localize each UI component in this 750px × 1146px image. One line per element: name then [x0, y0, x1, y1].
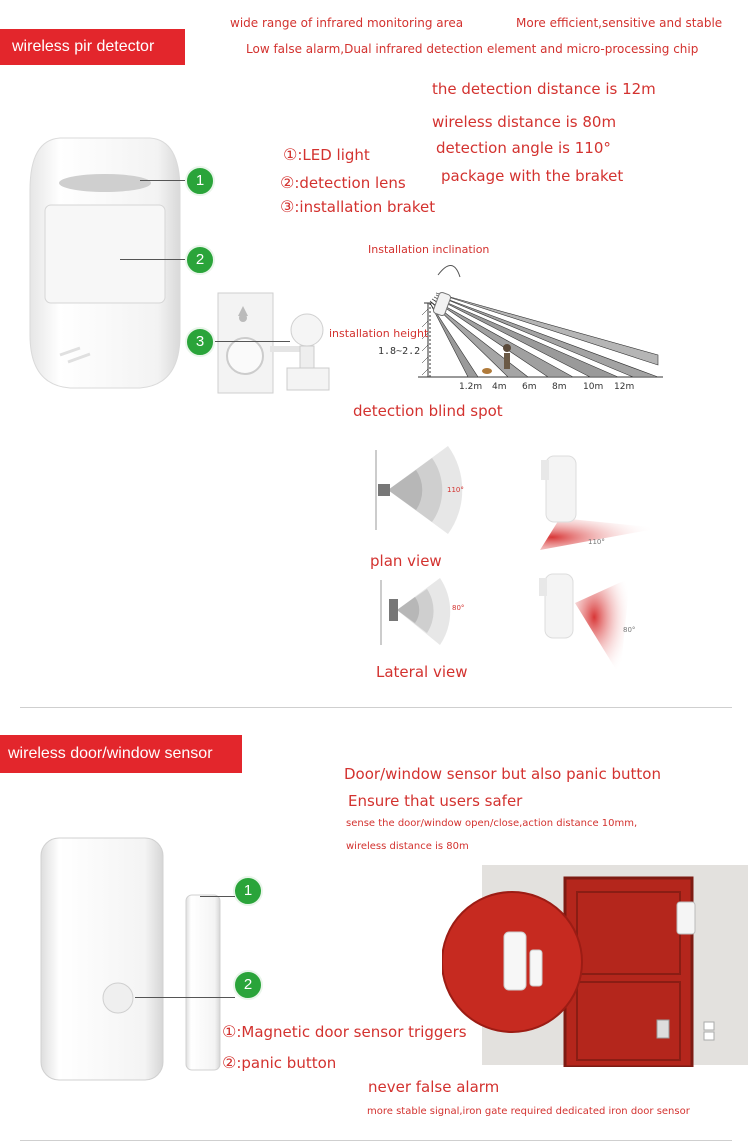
- door-part-magnetic-label: :Magnetic door sensor triggers: [236, 1023, 467, 1041]
- diagram-distance-6: 12m: [614, 382, 635, 392]
- door-callout-2: 2: [233, 970, 263, 1000]
- spec-detection-angle: detection angle is 110°: [436, 139, 611, 157]
- door-detail-wireless: wireless distance is 80m: [346, 841, 469, 852]
- part-detection-lens: [280, 173, 406, 192]
- part-installation-bracket: [280, 197, 435, 216]
- door-installation-photo: [442, 862, 750, 1067]
- lateral-view-photo: [535, 568, 655, 678]
- lateral-view-fan: [375, 575, 475, 650]
- section-separator-1: [20, 707, 732, 708]
- installation-diagram: [408, 255, 668, 385]
- plan-view-angle: 110°: [447, 486, 464, 494]
- feature-low-false-alarm: Low false alarm,Dual infrared detection element and micro-processing chip: [246, 42, 699, 56]
- part-led-light: [283, 145, 370, 164]
- door-sensor-image: [38, 835, 228, 1085]
- spec-wireless-distance: wireless distance is 80m: [432, 113, 617, 131]
- diagram-distance-4: 8m: [552, 382, 567, 392]
- lateral-view-label: Lateral view: [376, 663, 468, 681]
- callout-2: 2: [185, 245, 215, 275]
- never-false-alarm: never false alarm: [368, 1078, 500, 1096]
- callout-line-3: [215, 341, 290, 342]
- door-detail-sense: sense the door/window open/close,action distance 10mm,: [346, 818, 638, 829]
- callout-1: 1: [185, 166, 215, 196]
- diagram-distance-2: 4m: [492, 382, 507, 392]
- diagram-height-value: 1.8~2.2: [378, 346, 421, 357]
- door-part-panic-label: :panic button: [236, 1054, 337, 1072]
- door-headline-panic: Door/window sensor but also panic button: [344, 765, 661, 783]
- part-led-label: :LED light: [297, 146, 370, 164]
- spec-package: package with the braket: [441, 167, 624, 185]
- diagram-distance-1: 1.2m: [459, 382, 483, 392]
- spec-detection-distance: the detection distance is 12m: [432, 80, 656, 98]
- door-headline-safer: Ensure that users safer: [348, 792, 523, 810]
- part-bracket-num: ③: [280, 197, 295, 216]
- door-callout-line-1: [200, 896, 235, 897]
- plan-view-label: plan view: [370, 552, 442, 570]
- door-callout-line-2: [135, 997, 235, 998]
- callout-line-1: [140, 180, 185, 181]
- lateral-photo-angle: 80°: [623, 626, 636, 634]
- diagram-distance-5: 10m: [583, 382, 604, 392]
- stable-signal-note: more stable signal,iron gate required dedicated iron door sensor: [367, 1106, 690, 1117]
- part-led-num: ①: [283, 145, 298, 164]
- part-lens-label: :detection lens: [294, 174, 406, 192]
- section-separator-2: [20, 1140, 732, 1141]
- diagram-distance-3: 6m: [522, 382, 537, 392]
- section-tag-pir: wireless pir detector: [0, 29, 185, 65]
- diagram-inclination-label: Installation inclination: [368, 243, 490, 256]
- door-part-panic: [222, 1053, 336, 1072]
- part-bracket-label: :installation braket: [294, 198, 436, 216]
- door-part-magnetic-num: ①: [222, 1022, 237, 1041]
- blind-spot-label: detection blind spot: [353, 402, 503, 420]
- callout-line-2: [120, 259, 185, 260]
- plan-photo-angle: 110°: [588, 538, 605, 546]
- feature-efficient: More efficient,sensitive and stable: [516, 16, 723, 30]
- part-lens-num: ②: [280, 173, 295, 192]
- lateral-view-angle: 80°: [452, 604, 465, 612]
- door-callout-1: 1: [233, 876, 263, 906]
- door-part-panic-num: ②: [222, 1053, 237, 1072]
- pir-detector-image: [20, 130, 190, 390]
- feature-wide-range: wide range of infrared monitoring area: [230, 16, 464, 30]
- installation-bracket-image: [215, 288, 345, 398]
- door-part-magnetic: [222, 1022, 467, 1041]
- section-tag-door-sensor: wireless door/window sensor: [0, 735, 242, 773]
- diagram-height-label: installation height: [329, 327, 429, 340]
- callout-3: 3: [185, 327, 215, 357]
